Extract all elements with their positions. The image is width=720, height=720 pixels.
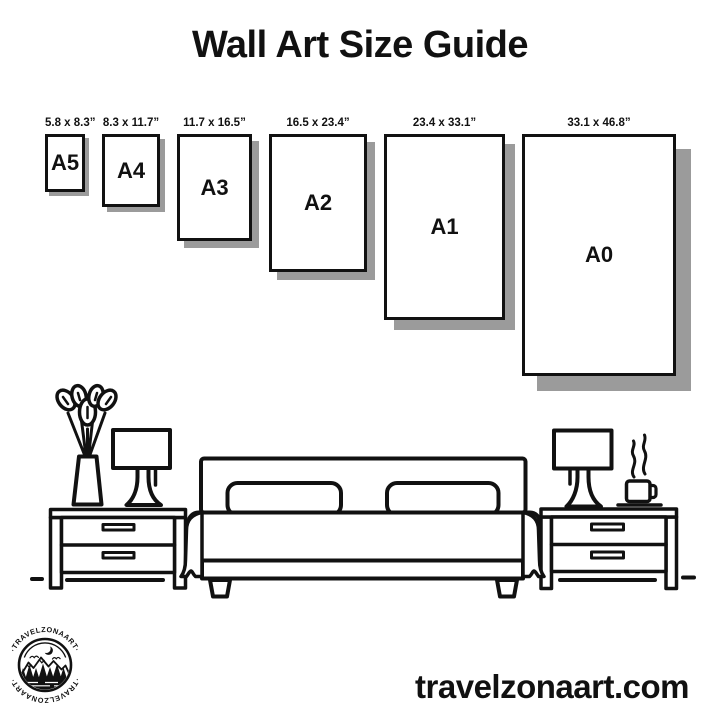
size-item-a1 bbox=[384, 117, 505, 320]
nightstand-right-icon bbox=[541, 509, 677, 589]
size-item-a5 bbox=[45, 117, 96, 192]
paper-size-card-a3 bbox=[177, 134, 252, 241]
table-lamp-left-icon bbox=[113, 430, 170, 505]
size-dimensions-label-a5: 5.8 x 8.3” bbox=[45, 117, 96, 129]
size-item-a2 bbox=[269, 117, 367, 272]
logo-ring-text-top: ·TRAVELZONAART· bbox=[8, 624, 82, 654]
paper-size-card-a4 bbox=[102, 134, 160, 207]
size-dimensions-label-a4: 8.3 x 11.7” bbox=[102, 117, 160, 129]
logo-ring-text-bottom: ·TRAVELZONAART· bbox=[8, 676, 82, 706]
paper-size-card-a2 bbox=[269, 134, 367, 272]
coffee-cup-icon bbox=[618, 435, 661, 505]
size-name-a2: A2 bbox=[303, 190, 333, 215]
page-title: Wall Art Size Guide bbox=[191, 24, 529, 66]
size-dimensions-label-a0: 33.1 x 46.8” bbox=[567, 117, 631, 129]
size-name-a5: A5 bbox=[50, 150, 80, 175]
size-dimensions-label-a1: 23.4 x 33.1” bbox=[412, 117, 477, 129]
paper-size-card-a5 bbox=[45, 134, 85, 192]
size-name-a4: A4 bbox=[116, 157, 146, 183]
bed-icon bbox=[181, 459, 544, 597]
size-item-a0 bbox=[522, 117, 676, 376]
drawer-handle bbox=[592, 552, 624, 558]
pillow bbox=[387, 483, 499, 515]
bed-base bbox=[202, 561, 523, 579]
bed-foot bbox=[210, 580, 230, 597]
size-name-a3: A3 bbox=[200, 174, 229, 200]
duvet bbox=[189, 513, 541, 561]
size-item-a3 bbox=[177, 117, 252, 241]
nightstand-left-icon bbox=[51, 510, 186, 589]
plant-icon bbox=[53, 384, 119, 504]
paper-size-card-a0 bbox=[522, 134, 676, 376]
size-item-a4 bbox=[102, 117, 160, 207]
size-name-a1: A1 bbox=[430, 214, 459, 239]
travelzonaart-logo bbox=[0, 612, 95, 718]
paper-sizes-row bbox=[45, 117, 676, 376]
size-dimensions-label-a3: 11.7 x 16.5” bbox=[183, 117, 246, 129]
bedroom-illustration bbox=[0, 380, 720, 610]
size-name-a0: A0 bbox=[584, 242, 614, 267]
website-url: travelzonaart.com bbox=[415, 668, 689, 705]
size-dimensions-label-a2: 16.5 x 23.4” bbox=[286, 117, 350, 129]
pillow bbox=[228, 483, 342, 515]
bed-foot bbox=[497, 580, 517, 597]
drawer-handle bbox=[592, 524, 624, 530]
paper-size-card-a1 bbox=[384, 134, 505, 320]
drawer-handle bbox=[103, 553, 134, 559]
drawer-handle bbox=[103, 525, 134, 531]
table-lamp-right-icon bbox=[554, 431, 612, 507]
